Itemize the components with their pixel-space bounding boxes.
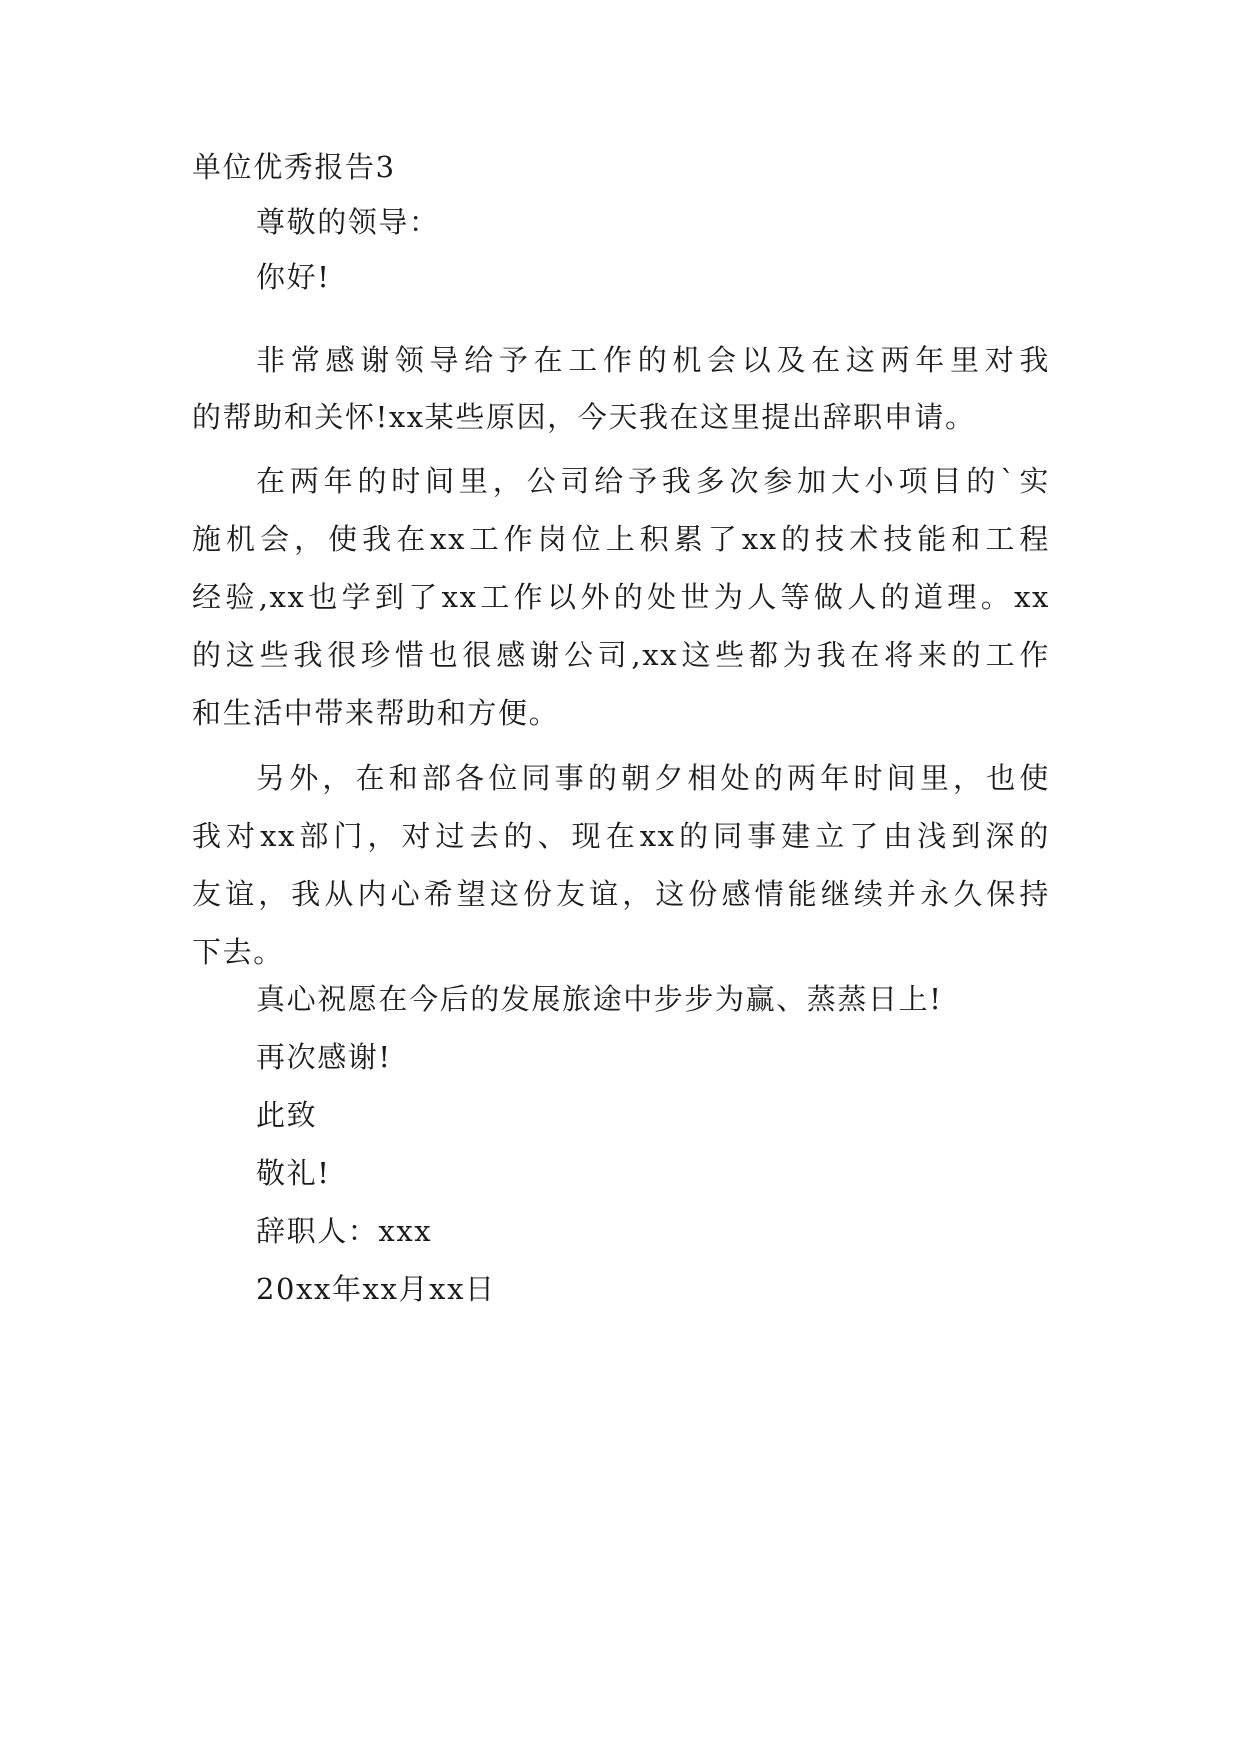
salutation: 尊敬的领导：	[256, 205, 440, 239]
date-line: 20xx年xx月xx日	[256, 1272, 496, 1306]
paragraph-line: 的帮助和关怀!xx某些原因，今天我在这里提出辞职申请。	[192, 400, 976, 434]
paragraph-line: 下去。	[192, 935, 284, 969]
paragraph-line: 我对xx部门，对过去的、现在xx的同事建立了由浅到深的	[192, 819, 1050, 853]
closing-line-2: 敬礼!	[256, 1156, 331, 1190]
paragraph-line: 经验,xx也学到了xx工作以外的处世为人等做人的道理。xx	[192, 580, 1050, 614]
paragraph-line: 施机会，使我在xx工作岗位上积累了xx的技术技能和工程	[192, 522, 1050, 556]
thanks-line: 再次感谢!	[256, 1040, 392, 1074]
paragraph-line: 友谊，我从内心希望这份友谊，这份感情能继续并永久保持	[192, 877, 1050, 911]
signer-line: 辞职人：xxx	[256, 1214, 433, 1248]
closing-line-1: 此致	[256, 1098, 318, 1132]
paragraph-line: 和生活中带来帮助和方便。	[192, 696, 560, 730]
paragraph-line: 非常感谢领导给予在工作的机会以及在这两年里对我	[256, 343, 1050, 377]
paragraph-line: 另外，在和部各位同事的朝夕相处的两年时间里，也使	[256, 761, 1050, 795]
paragraph-line: 的这些我很珍惜也很感谢公司,xx这些都为我在将来的工作	[192, 638, 1050, 672]
document-title: 单位优秀报告3	[192, 150, 396, 184]
wish-line: 真心祝愿在今后的发展旅途中步步为赢、蒸蒸日上!	[256, 982, 943, 1016]
greeting: 你好!	[256, 260, 331, 294]
paragraph-line: 在两年的时间里，公司给予我多次参加大小项目的`实	[256, 464, 1050, 498]
